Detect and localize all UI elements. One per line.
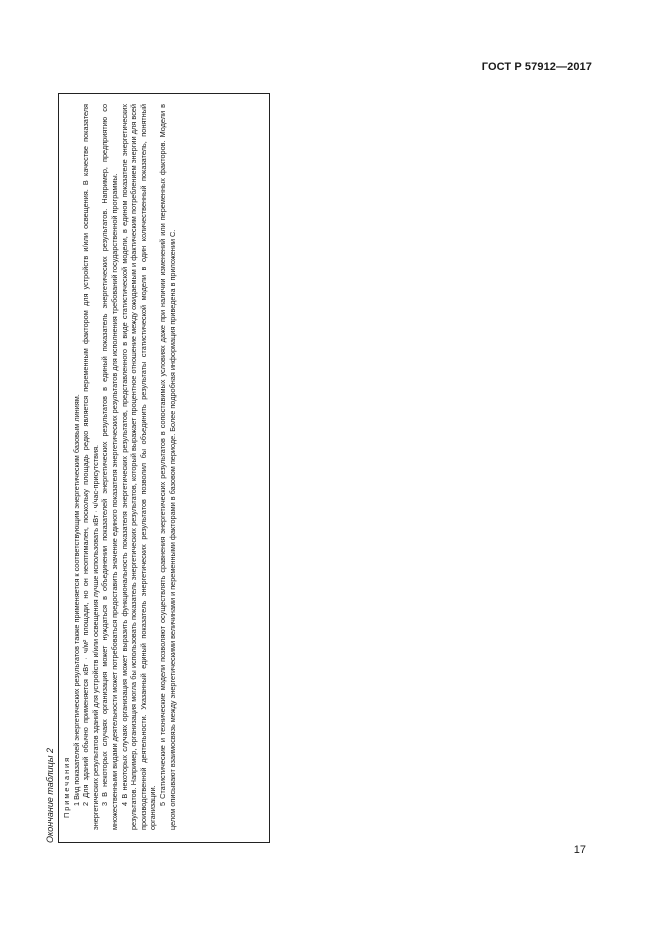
note-item: 5 Статистические и технические модели позволяют осуществлять сравнения энергетических результатов в сопоставимых условиях даже при наличии изменений или переменных факторов. Модели в целом описывают взаимосвязь между энергетическими величинами и переменными факторами в базовом периоде. Более подробная информация приведена в приложении С. xyxy=(157,104,177,830)
note-item: 4 В некоторых случаях организация может выразить функциональность показателя энергетических результатов, представленного в виде статистической модели, в едином показателе энергетических результатов. Например, организация могла бы использовать показатель энергетических результатов, который выражает процентное отношение между ожидаемым и фактическим потреблением энергии для всей производственной деятельности. Указанный единый показатель энергетических результатов позволил бы объединить результаты статистической модели в один количественный показатель, понятный организации. xyxy=(119,104,158,830)
note-item: 2 Для зданий обычно применяется кВт · ч/м² площади, но он неоптимален, поскольку площадь редко является переменным фактором для устройств и/или освещения. В качестве показателя энергетических результатов зданий для устройств и/или освещения лучше использовать кВт · ч/час-присутствия. xyxy=(81,104,100,830)
notes-heading: Примечания xyxy=(62,755,71,818)
rotated-content xyxy=(44,93,270,843)
notes-box xyxy=(58,93,270,843)
note-item: 3 В некоторых случаях организация может нуждаться в объединении показателей энергетических результатов в единый показатель энергетических результатов. Например, предприятию со множественными видами деятельности может потребоваться предоставить значение единого показателя энергетических результатов для исполнения требований государственной программы. xyxy=(100,104,119,830)
note-item: 1 Вид показателей энергетических результатов также применяется к соответствующим энергетическим базовым линиям. xyxy=(71,394,81,806)
page-number: 17 xyxy=(573,844,586,856)
standard-code: ГОСТ Р 57912—2017 xyxy=(481,61,592,73)
table-caption: Окончание таблицы 2 xyxy=(45,748,55,843)
